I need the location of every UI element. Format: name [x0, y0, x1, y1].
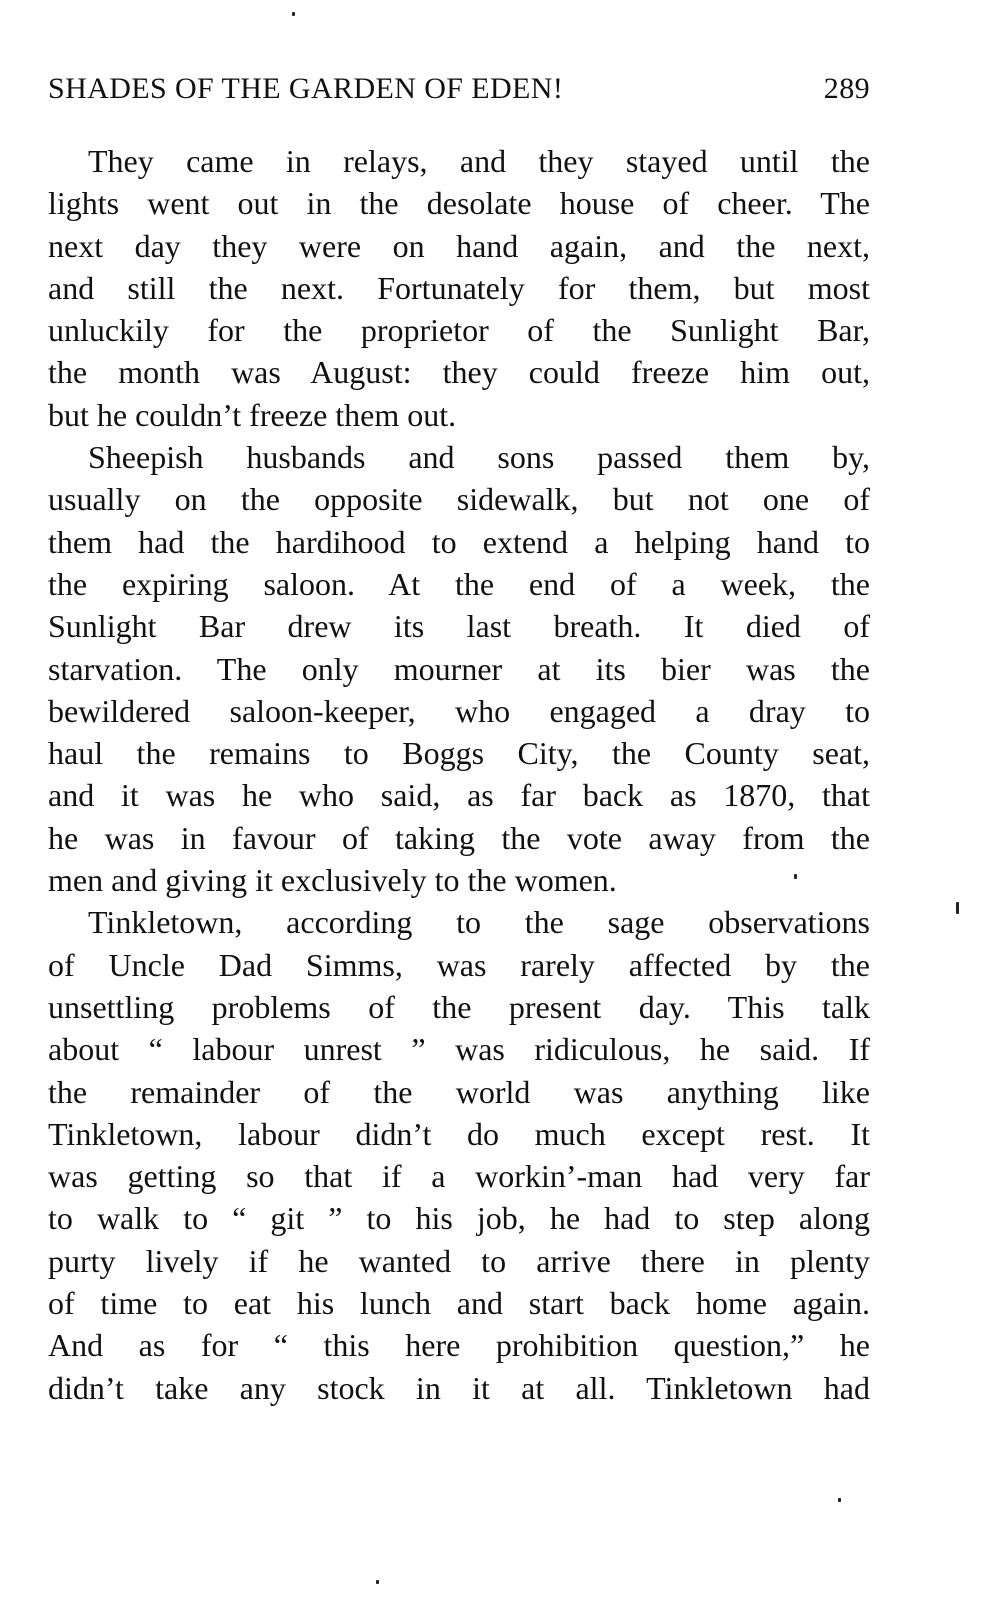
text-line: Tinkletown, labour didn’t do much except rest. It — [48, 1115, 870, 1152]
text-line: haul the remains to Boggs City, the County seat, — [48, 735, 870, 772]
text-line: the month was August: they could freeze him out, — [48, 354, 870, 391]
text-line: They came in relays, and they stayed until the — [88, 143, 870, 179]
scan-speck — [838, 1498, 841, 1502]
text-line: men and giving it exclusively to the women. — [48, 862, 617, 899]
text-line: but he couldn’t freeze them out. — [48, 396, 457, 433]
text-line: the remainder of the world was anything like — [48, 1073, 870, 1110]
text-line: starvation. The only mourner at its bier was the — [48, 650, 870, 687]
text-line: Sheepish husbands and sons passed them by, — [88, 439, 870, 476]
text-line: bewildered saloon-keeper, who engaged a dray to — [48, 692, 870, 729]
paragraph-2 — [48, 436, 870, 901]
scan-speck — [376, 1580, 379, 1584]
body-text — [48, 140, 870, 1409]
text-line: of time to eat his lunch and start back home again. — [48, 1285, 870, 1322]
page-number: 289 — [823, 72, 870, 105]
text-line: about “ labour unrest ” was ridiculous, he said. If — [48, 1031, 870, 1068]
scan-speck — [956, 902, 959, 914]
text-line: and still the next. Fortunately for them, but most — [48, 269, 870, 306]
text-line: lights went out in the desolate house of cheer. The — [48, 185, 870, 222]
text-line: didn’t take any stock in it at all. Tinkletown had — [48, 1369, 870, 1406]
text-line: and it was he who said, as far back as 1870, that — [48, 777, 870, 814]
text-line: to walk to “ git ” to his job, he had to step along — [48, 1200, 870, 1237]
text-line: was getting so that if a workin’-man had very far — [48, 1158, 870, 1195]
paragraph-3 — [48, 901, 870, 1409]
text-line: And as for “ this here prohibition question,” he — [48, 1327, 870, 1364]
text-line: usually on the opposite sidewalk, but not one of — [48, 481, 870, 518]
text-line: Tinkletown, according to the sage observations — [88, 904, 870, 941]
text-line: them had the hardihood to extend a helping hand to — [48, 523, 870, 560]
text-line: unluckily for the proprietor of the Sunlight Bar, — [48, 312, 870, 349]
text-line: purty lively if he wanted to arrive there in plenty — [48, 1242, 870, 1279]
text-line: Sunlight Bar drew its last breath. It died of — [48, 608, 870, 645]
text-line: unsettling problems of the present day. This talk — [48, 988, 870, 1025]
text-line: of Uncle Dad Simms, was rarely affected by the — [48, 946, 870, 983]
running-title: SHADES OF THE GARDEN OF EDEN! — [48, 72, 564, 105]
running-header — [48, 72, 870, 116]
paragraph-1 — [48, 140, 870, 436]
scan-speck — [794, 874, 797, 879]
text-line: next day they were on hand again, and the next, — [48, 227, 870, 264]
text-line: he was in favour of taking the vote away from the — [48, 819, 870, 856]
scan-speck — [292, 12, 295, 16]
text-line: the expiring saloon. At the end of a week, the — [48, 565, 870, 602]
